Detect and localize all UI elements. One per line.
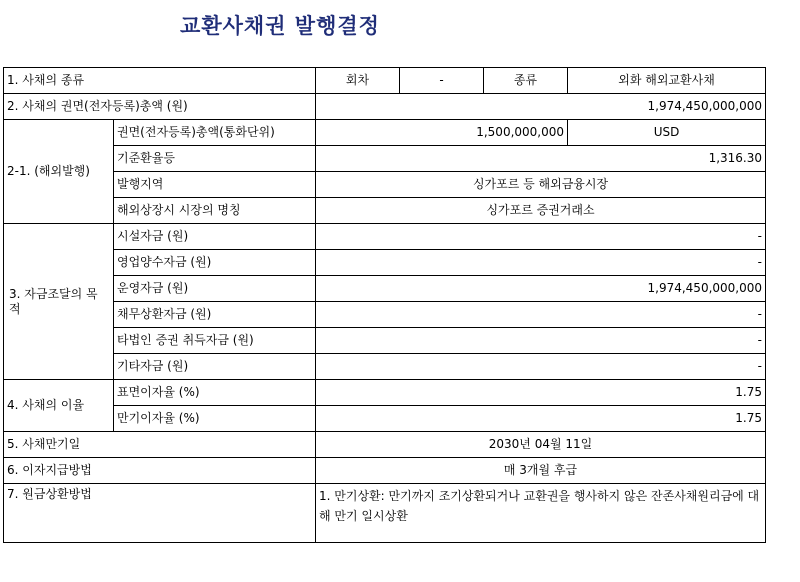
operating-fund-value: 1,974,450,000,000 <box>316 276 766 302</box>
total-amount-value: 1,974,450,000,000 <box>316 94 766 120</box>
other-fund-label: 기타자금 (원) <box>114 354 316 380</box>
row-securities-acquisition-fund <box>4 328 766 354</box>
row-facility-fund <box>4 224 766 250</box>
principal-repayment-value: 1. 만기상환: 만기까지 조기상환되거나 교환권을 행사하지 않은 잔존사채원리금에 대해 만기 일시상환 <box>316 484 766 543</box>
listing-market-value: 싱가포르 증권거래소 <box>316 198 766 224</box>
row-maturity-date <box>4 432 766 458</box>
row-face-amount <box>4 120 766 146</box>
business-acquisition-fund-label: 영업양수자금 (원) <box>114 250 316 276</box>
coupon-rate-value: 1.75 <box>316 380 766 406</box>
disclosure-table <box>3 67 766 543</box>
maturity-date-value: 2030년 04월 11일 <box>316 432 766 458</box>
debt-repayment-fund-value: - <box>316 302 766 328</box>
other-fund-value: - <box>316 354 766 380</box>
funding-purpose-label <box>4 224 114 380</box>
row-fx-rate <box>4 146 766 172</box>
funding-purpose-text: 3. 자금조달의 목적 <box>9 286 98 316</box>
issue-region-value: 싱가포르 등 해외금융시장 <box>316 172 766 198</box>
securities-acquisition-fund-label: 타법인 증권 취득자금 (원) <box>114 328 316 354</box>
row-coupon-rate <box>4 380 766 406</box>
series-label: 회차 <box>316 68 400 94</box>
row-total-amount <box>4 94 766 120</box>
principal-repayment-label: 7. 원금상환방법 <box>4 484 316 543</box>
row-yield-to-maturity <box>4 406 766 432</box>
row-bond-type <box>4 68 766 94</box>
row-operating-fund <box>4 276 766 302</box>
row-listing-market <box>4 198 766 224</box>
operating-fund-label: 운영자금 (원) <box>114 276 316 302</box>
row-principal-repayment <box>4 484 766 543</box>
face-amount-value: 1,500,000,000 <box>316 120 568 146</box>
row-business-acquisition-fund <box>4 250 766 276</box>
ytm-value: 1.75 <box>316 406 766 432</box>
type-label: 종류 <box>484 68 568 94</box>
issue-region-label: 발행지역 <box>114 172 316 198</box>
interest-rate-label: 4. 사채의 이율 <box>4 380 114 432</box>
debt-repayment-fund-label: 채무상환자금 (원) <box>114 302 316 328</box>
row-issue-region <box>4 172 766 198</box>
series-value: - <box>400 68 484 94</box>
row-interest-payment <box>4 458 766 484</box>
overseas-issue-label: 2-1. (해외발행) <box>4 120 114 224</box>
fx-rate-value: 1,316.30 <box>316 146 766 172</box>
row-other-fund <box>4 354 766 380</box>
ytm-label: 만기이자율 (%) <box>114 406 316 432</box>
face-amount-label: 권면(전자등록)총액(통화단위) <box>114 120 316 146</box>
interest-payment-value: 매 3개월 후급 <box>316 458 766 484</box>
total-amount-label: 2. 사채의 권면(전자등록)총액 (원) <box>4 94 316 120</box>
face-currency: USD <box>568 120 766 146</box>
listing-market-label: 해외상장시 시장의 명칭 <box>114 198 316 224</box>
coupon-rate-label: 표면이자율 (%) <box>114 380 316 406</box>
document-title: 교환사채권 발행결정 <box>180 13 380 38</box>
row-debt-repayment-fund <box>4 302 766 328</box>
type-value: 외화 해외교환사채 <box>568 68 766 94</box>
maturity-date-label: 5. 사채만기일 <box>4 432 316 458</box>
securities-acquisition-fund-value: - <box>316 328 766 354</box>
business-acquisition-fund-value: - <box>316 250 766 276</box>
facility-fund-label: 시설자금 (원) <box>114 224 316 250</box>
interest-payment-label: 6. 이자지급방법 <box>4 458 316 484</box>
fx-rate-label: 기준환율등 <box>114 146 316 172</box>
facility-fund-value: - <box>316 224 766 250</box>
bond-type-label: 1. 사채의 종류 <box>4 68 316 94</box>
